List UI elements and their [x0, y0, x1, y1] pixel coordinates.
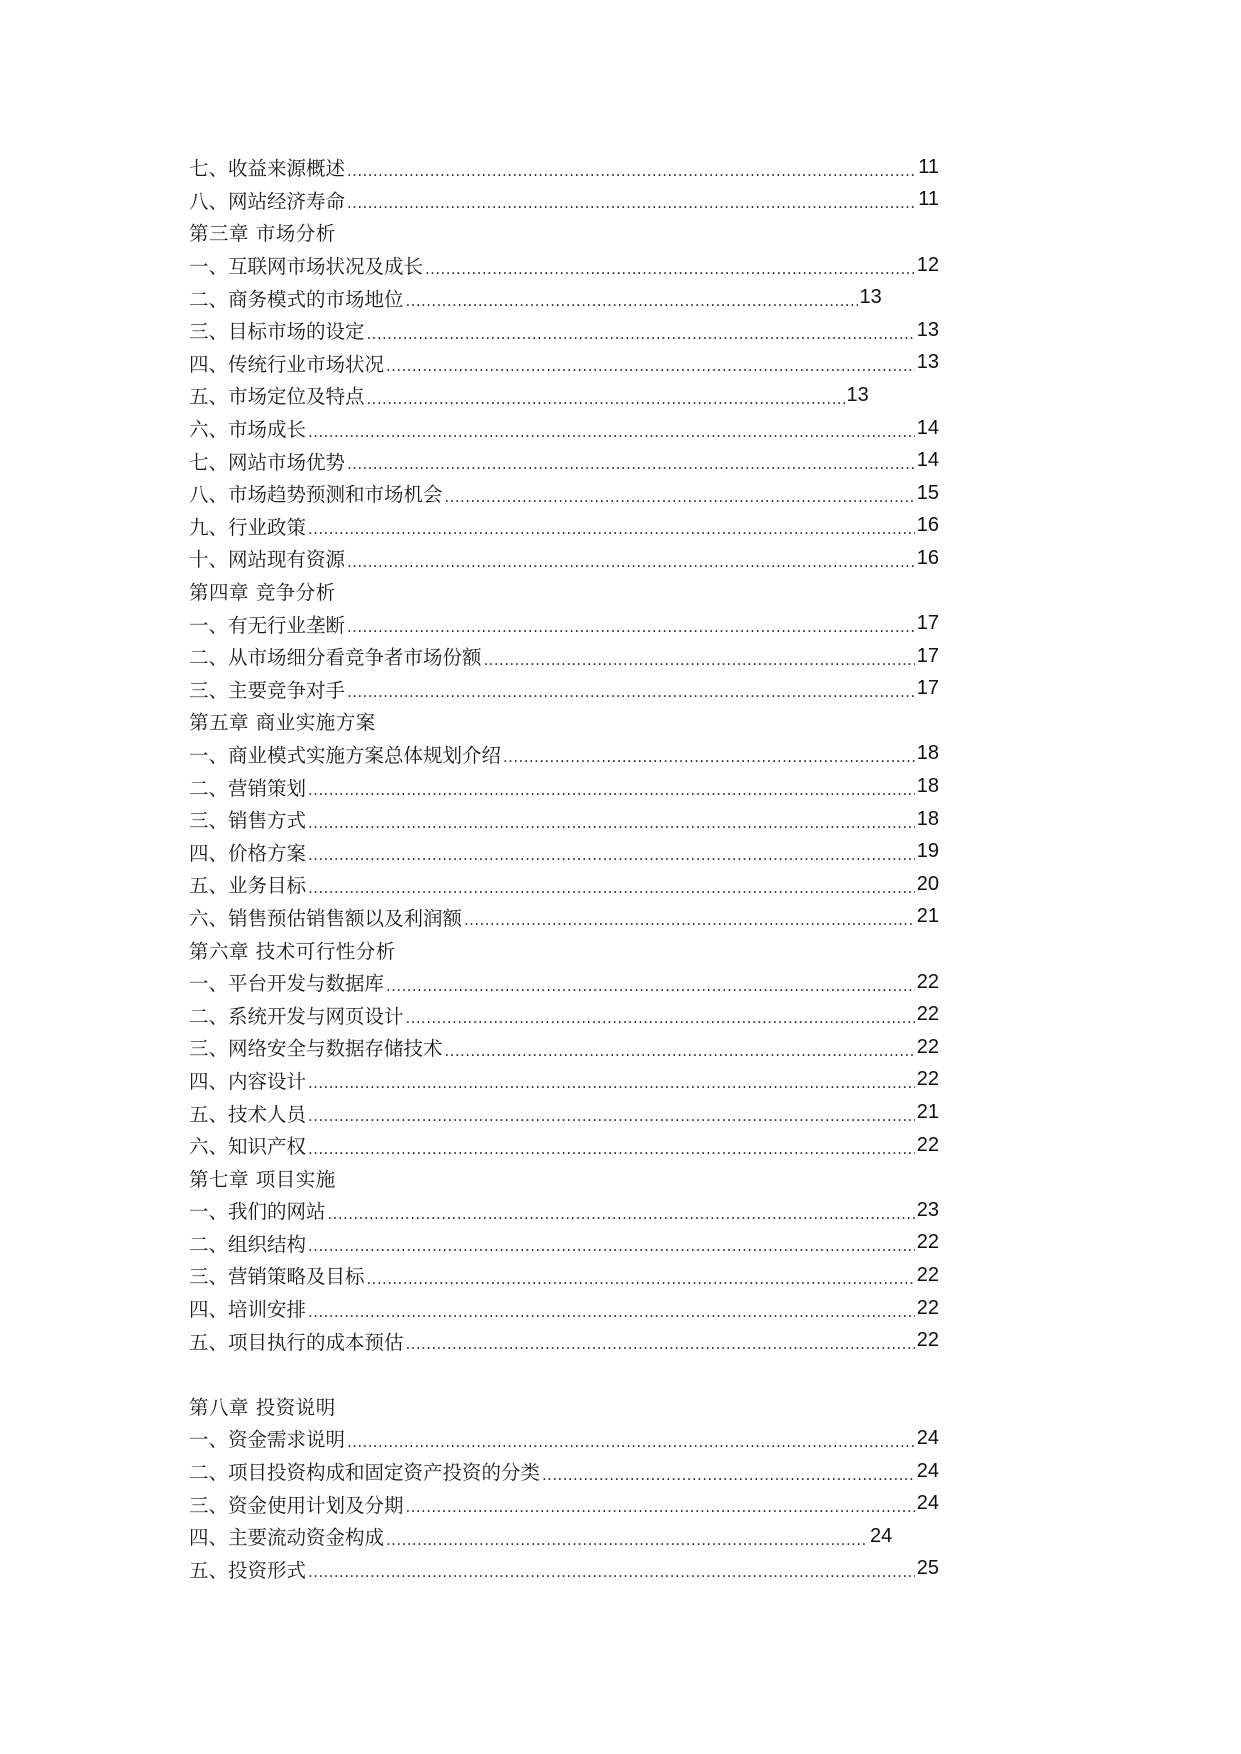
toc-entry	[189, 1129, 939, 1162]
dot-leader	[386, 1533, 868, 1548]
toc-entry-title: 一、互联网市场状况及成长	[189, 255, 424, 279]
toc-page-number: 21	[916, 905, 939, 928]
dot-leader	[308, 522, 915, 537]
toc-chapter-heading	[189, 216, 939, 249]
toc-entry	[189, 835, 939, 868]
dot-leader	[308, 1239, 915, 1254]
toc-entry-title: 十、网站现有资源	[189, 548, 346, 572]
toc-entry-title: 四、内容设计	[189, 1069, 307, 1093]
toc-entry-title: 二、营销策划	[189, 776, 307, 800]
toc-entry-title: 三、目标市场的设定	[189, 320, 365, 344]
toc-entry-title: 五、技术人员	[189, 1102, 307, 1126]
toc-entry	[189, 542, 939, 575]
dot-leader	[308, 1565, 915, 1580]
toc-entry-title: 八、市场趋势预测和市场机会	[189, 483, 443, 507]
toc-entry-title: 七、收益来源概述	[189, 157, 346, 181]
toc-entry-title: 五、业务目标	[189, 874, 307, 898]
dot-leader	[406, 1011, 915, 1026]
toc-entry-title: 二、系统开发与网页设计	[189, 1004, 404, 1028]
toc-entry-title: 四、培训安排	[189, 1298, 307, 1322]
dot-leader	[367, 327, 915, 342]
toc-page-number: 20	[916, 872, 939, 895]
toc-entry	[189, 770, 939, 803]
toc-page-number: 18	[916, 807, 939, 830]
toc-entry-title: 二、从市场细分看竞争者市场份额	[189, 646, 482, 670]
toc-chapter-title: 第八章 投资说明	[189, 1395, 336, 1419]
toc-chapter-heading	[189, 575, 939, 608]
toc-entry	[189, 314, 939, 347]
toc-chapter-title: 第五章 商业实施方案	[189, 711, 376, 735]
toc-entry	[189, 1096, 939, 1129]
toc-entry	[189, 640, 939, 673]
toc-page-number: 13	[859, 286, 882, 309]
toc-entry	[189, 1487, 939, 1520]
toc-chapter-title: 第三章 市场分析	[189, 222, 336, 246]
dot-leader	[347, 1435, 915, 1450]
dot-leader	[308, 848, 915, 863]
dot-leader	[464, 913, 915, 928]
toc-entry-title: 六、市场成长	[189, 418, 307, 442]
toc-spacer	[189, 1357, 939, 1390]
dot-leader	[445, 1044, 915, 1059]
dot-leader	[347, 196, 916, 211]
toc-page-number: 22	[916, 1035, 939, 1058]
toc-entry-title: 一、有无行业垄断	[189, 613, 346, 637]
dot-leader	[406, 294, 858, 309]
dot-leader	[367, 392, 845, 407]
dot-leader	[308, 816, 915, 831]
dot-leader	[406, 1337, 915, 1352]
toc-entry	[189, 249, 939, 282]
toc-page-number: 21	[916, 1101, 939, 1124]
toc-entry	[189, 607, 939, 640]
toc-page-number: 16	[916, 514, 939, 537]
table-of-contents	[189, 151, 939, 1585]
toc-chapter-title: 第四章 竞争分析	[189, 581, 336, 605]
dot-leader	[347, 164, 916, 179]
toc-entry-title: 七、网站市场优势	[189, 450, 346, 474]
toc-page-number: 13	[916, 351, 939, 374]
toc-entry-title: 二、项目投资构成和固定资产投资的分类	[189, 1461, 541, 1485]
toc-page-number: 16	[916, 546, 939, 569]
toc-entry-title: 一、我们的网站	[189, 1200, 326, 1224]
dot-leader	[308, 1305, 915, 1320]
toc-page-number: 14	[916, 449, 939, 472]
toc-entry	[189, 281, 939, 314]
toc-entry-title: 五、项目执行的成本预估	[189, 1330, 404, 1354]
toc-page-number: 11	[918, 188, 939, 211]
dot-leader	[308, 1076, 915, 1091]
dot-leader	[367, 1272, 915, 1287]
toc-entry	[189, 1324, 939, 1357]
toc-entry	[189, 412, 939, 445]
toc-page-number: 25	[916, 1557, 939, 1580]
toc-page-number: 14	[916, 416, 939, 439]
toc-page-number: 19	[916, 840, 939, 863]
toc-entry-title: 五、市场定位及特点	[189, 385, 365, 409]
toc-entry-title: 一、资金需求说明	[189, 1428, 346, 1452]
dot-leader	[445, 490, 915, 505]
toc-page-number: 22	[916, 1003, 939, 1026]
toc-chapter-heading	[189, 1390, 939, 1423]
toc-entry-title: 六、销售预估销售额以及利润额	[189, 906, 463, 930]
toc-entry	[189, 868, 939, 901]
toc-page-number: 17	[916, 677, 939, 700]
toc-chapter-heading	[189, 933, 939, 966]
toc-entry	[189, 1422, 939, 1455]
toc-chapter-heading	[189, 705, 939, 738]
toc-entry	[189, 1227, 939, 1260]
toc-page-number: 22	[916, 1068, 939, 1091]
toc-page-number: 17	[916, 612, 939, 635]
toc-entry-title: 三、营销策略及目标	[189, 1265, 365, 1289]
dot-leader	[425, 262, 915, 277]
toc-page-number: 24	[870, 1524, 893, 1547]
toc-entry-title: 四、传统行业市场状况	[189, 352, 385, 376]
dot-leader	[328, 1207, 915, 1222]
toc-chapter-heading	[189, 1161, 939, 1194]
toc-entry	[189, 151, 939, 184]
toc-page-number: 15	[916, 481, 939, 504]
toc-entry-title: 三、主要竞争对手	[189, 678, 346, 702]
toc-page-number: 18	[916, 742, 939, 765]
toc-page-number: 22	[916, 1329, 939, 1352]
toc-entry	[189, 1520, 939, 1553]
toc-entry-title: 一、商业模式实施方案总体规划介绍	[189, 743, 502, 767]
dot-leader	[386, 359, 915, 374]
toc-entry	[189, 1292, 939, 1325]
toc-page-number: 22	[916, 970, 939, 993]
toc-page-number: 13	[916, 318, 939, 341]
toc-entry-title: 二、组织结构	[189, 1232, 307, 1256]
toc-entry	[189, 1259, 939, 1292]
dot-leader	[386, 979, 915, 994]
toc-entry-title: 三、网络安全与数据存储技术	[189, 1037, 443, 1061]
toc-entry-title: 九、行业政策	[189, 515, 307, 539]
toc-entry-title: 一、平台开发与数据库	[189, 972, 385, 996]
dot-leader	[347, 457, 915, 472]
toc-entry-title: 三、销售方式	[189, 809, 307, 833]
toc-page-number: 12	[916, 253, 939, 276]
toc-entry	[189, 1553, 939, 1586]
toc-page-number: 24	[916, 1426, 939, 1449]
toc-entry	[189, 444, 939, 477]
toc-entry	[189, 1064, 939, 1097]
toc-entry	[189, 347, 939, 380]
dot-leader	[308, 881, 915, 896]
toc-entry-title: 二、商务模式的市场地位	[189, 287, 404, 311]
toc-entry	[189, 477, 939, 510]
toc-page-number: 22	[916, 1296, 939, 1319]
dot-leader	[406, 1500, 915, 1515]
dot-leader	[308, 425, 915, 440]
dot-leader	[347, 555, 915, 570]
toc-entry-title: 四、价格方案	[189, 841, 307, 865]
toc-entry-title: 五、投资形式	[189, 1558, 307, 1582]
toc-page-number: 18	[916, 775, 939, 798]
dot-leader	[503, 750, 915, 765]
toc-entry	[189, 998, 939, 1031]
toc-page-number: 17	[916, 644, 939, 667]
dot-leader	[484, 653, 915, 668]
toc-entry	[189, 901, 939, 934]
toc-entry-title: 六、知识产权	[189, 1135, 307, 1159]
toc-entry	[189, 738, 939, 771]
dot-leader	[308, 783, 915, 798]
toc-page-number: 22	[916, 1133, 939, 1156]
toc-entry-title: 八、网站经济寿命	[189, 189, 346, 213]
toc-chapter-title: 第七章 项目实施	[189, 1167, 336, 1191]
dot-leader	[308, 1109, 915, 1124]
toc-entry	[189, 510, 939, 543]
toc-entry	[189, 1031, 939, 1064]
dot-leader	[308, 1142, 915, 1157]
toc-page-number: 13	[846, 383, 869, 406]
toc-page-number: 22	[916, 1231, 939, 1254]
toc-page-number: 24	[916, 1459, 939, 1482]
toc-page-number: 23	[916, 1198, 939, 1221]
toc-entry	[189, 379, 939, 412]
toc-entry-title: 四、主要流动资金构成	[189, 1526, 385, 1550]
toc-entry	[189, 184, 939, 217]
dot-leader	[347, 685, 915, 700]
toc-entry	[189, 673, 939, 706]
toc-page-number: 24	[916, 1492, 939, 1515]
toc-page-number: 11	[918, 155, 939, 178]
dot-leader	[347, 620, 915, 635]
toc-entry-title: 三、资金使用计划及分期	[189, 1493, 404, 1517]
toc-page-number: 22	[916, 1263, 939, 1286]
toc-entry	[189, 1455, 939, 1488]
toc-entry	[189, 1194, 939, 1227]
toc-entry	[189, 966, 939, 999]
toc-entry	[189, 803, 939, 836]
toc-chapter-title: 第六章 技术可行性分析	[189, 939, 396, 963]
dot-leader	[542, 1468, 915, 1483]
